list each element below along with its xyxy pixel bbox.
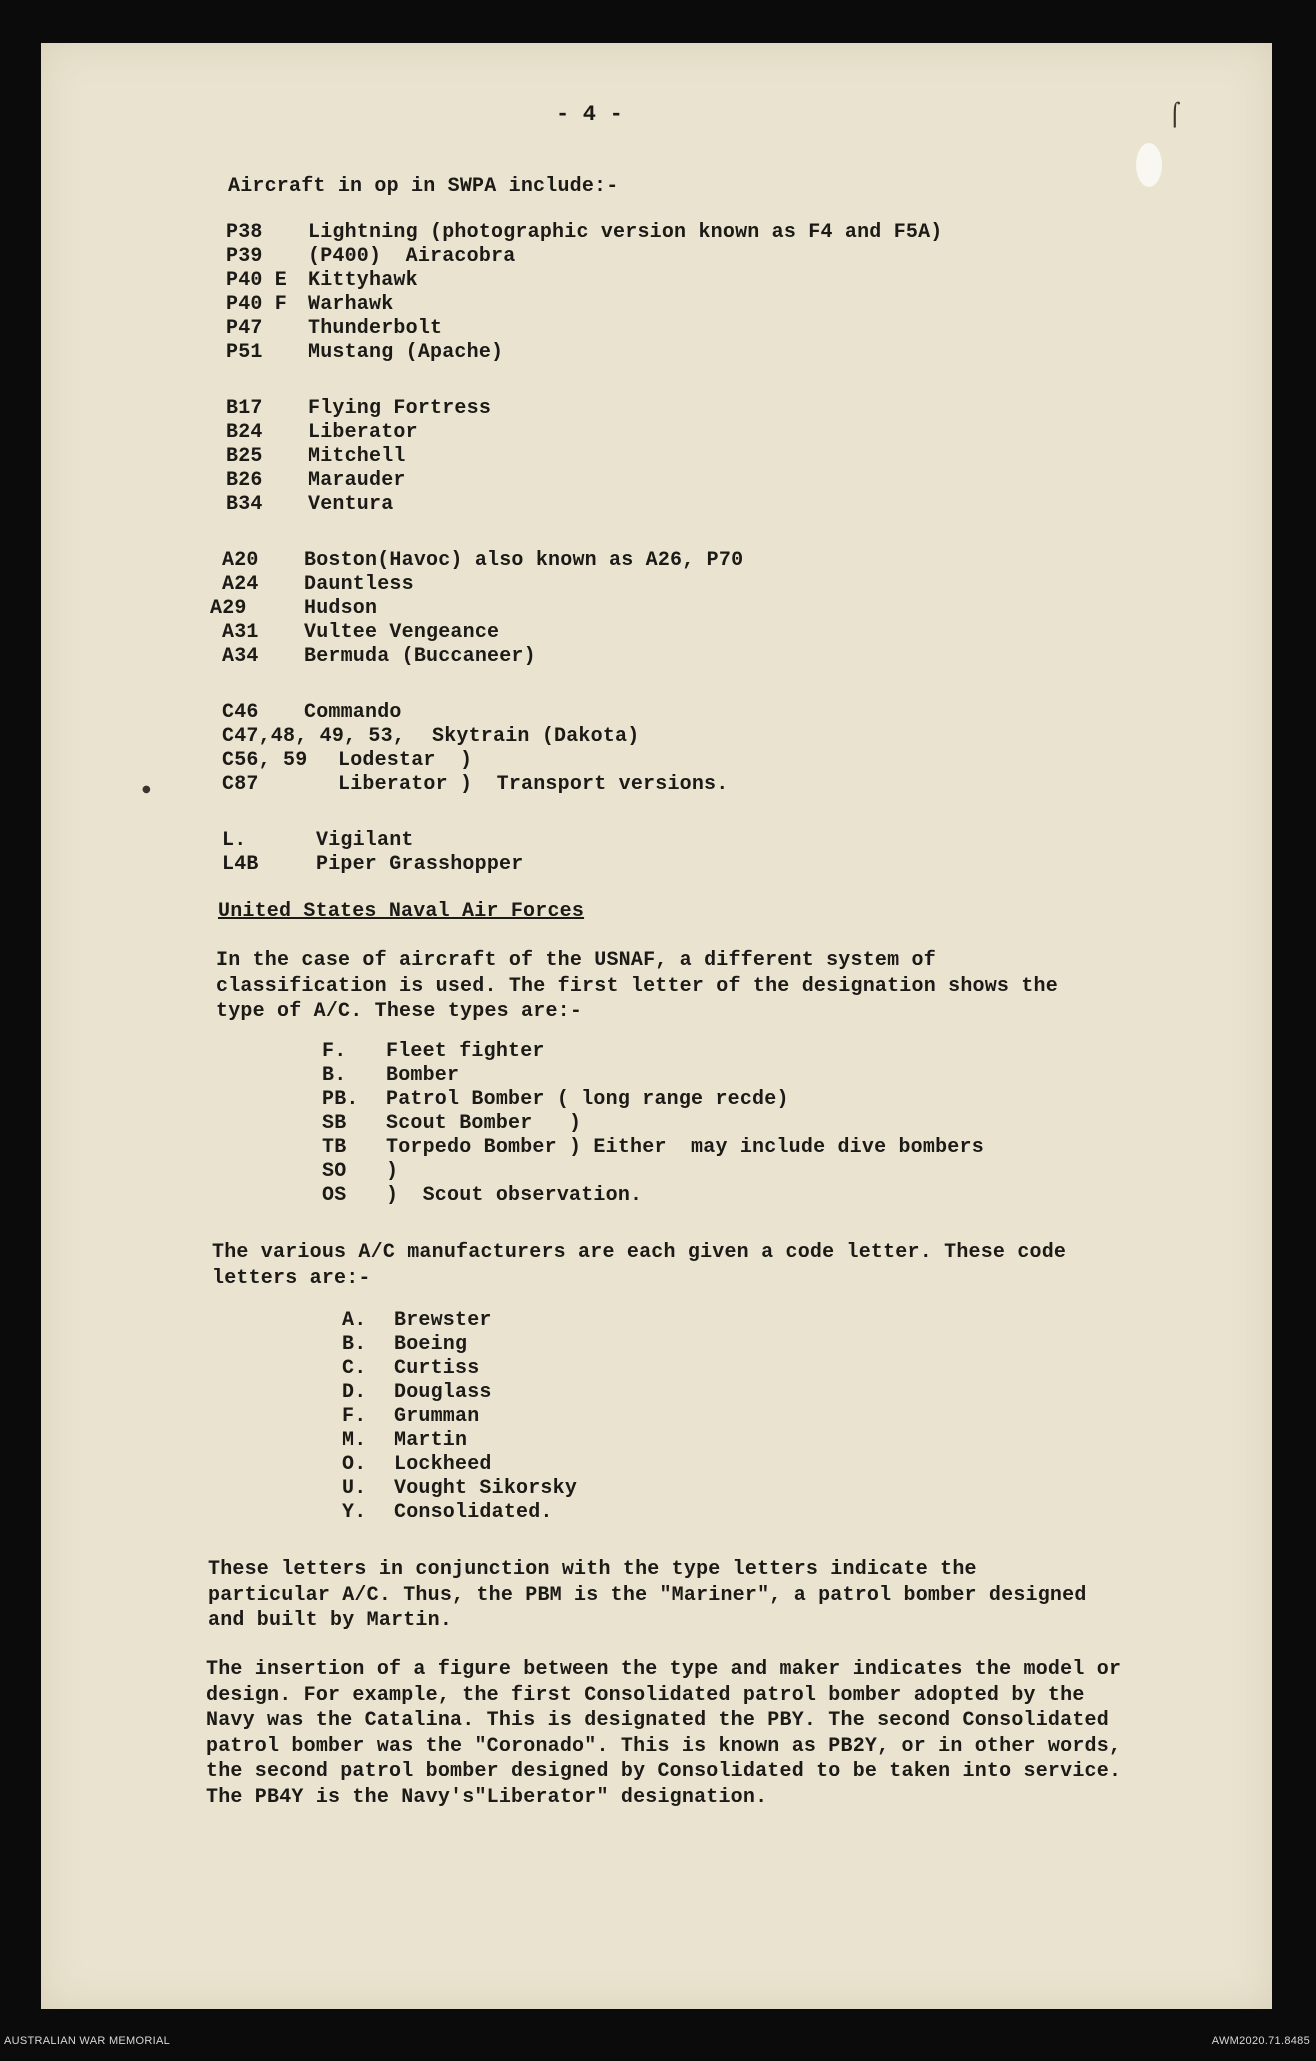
aircraft-name: Thunderbolt — [308, 317, 443, 340]
aircraft-name: Marauder — [308, 469, 406, 492]
aircraft-name: Boston(Havoc) also known as A26, P70 — [304, 549, 744, 572]
naval-intro-paragraph: In the case of aircraft of the USNAF, a different system of classification is used. The first letter of the designation shows the type of A/C. These types are:- — [216, 949, 1058, 1023]
type-name: Fleet fighter — [386, 1040, 545, 1063]
aircraft-name: Piper Grasshopper — [316, 853, 524, 876]
aircraft-code: L4B — [222, 853, 259, 876]
type-code: F. — [322, 1040, 347, 1063]
type-name: Torpedo Bomber ) Either may include dive bombers — [386, 1136, 984, 1159]
maker-name: Lockheed — [394, 1453, 492, 1476]
maker-code: U. — [342, 1477, 367, 1500]
aircraft-name: Warhawk — [308, 293, 394, 316]
aircraft-code: A24 — [222, 573, 259, 596]
maker-name: Vought Sikorsky — [394, 1477, 578, 1500]
type-code: B. — [322, 1064, 347, 1087]
aircraft-code: A20 — [222, 549, 259, 572]
aircraft-code: B25 — [226, 445, 263, 468]
aircraft-code: C46 — [222, 701, 259, 724]
aircraft-code: A31 — [222, 621, 259, 644]
type-code: TB — [322, 1136, 347, 1159]
maker-name: Brewster — [394, 1309, 492, 1332]
aircraft-code: P47 — [226, 317, 263, 340]
aircraft-code: L. — [222, 829, 247, 852]
letters-paragraph: These letters in conjunction with the type letters indicate the particular A/C. Thus, the PBM is the "Mariner", a patrol bomber designed and built by Martin. — [208, 1558, 1087, 1632]
maker-code: Y. — [342, 1501, 367, 1524]
type-name: Bomber — [386, 1064, 460, 1087]
maker-code: D. — [342, 1381, 367, 1404]
aircraft-name: Vultee Vengeance — [304, 621, 500, 644]
pencil-mark: ⌠ — [1169, 103, 1181, 128]
maker-name: Curtiss — [394, 1357, 480, 1380]
maker-name: Consolidated. — [394, 1501, 553, 1524]
aircraft-name: Skytrain (Dakota) — [432, 725, 640, 748]
aircraft-name: Bermuda (Buccaneer) — [304, 645, 536, 668]
maker-name: Grumman — [394, 1405, 480, 1428]
aircraft-code: B26 — [226, 469, 263, 492]
aircraft-code: P38 — [226, 221, 263, 244]
type-name: ) Scout observation. — [386, 1184, 643, 1207]
aircraft-name: Dauntless — [304, 573, 414, 596]
maker-name: Martin — [394, 1429, 468, 1452]
aircraft-code: C56, 59 — [222, 749, 308, 772]
type-code: SO — [322, 1160, 347, 1183]
aircraft-code: P51 — [226, 341, 263, 364]
maker-name: Boeing — [394, 1333, 468, 1356]
type-code: PB. — [322, 1088, 359, 1111]
aircraft-code: A29 — [210, 597, 247, 620]
maker-code: M. — [342, 1429, 367, 1452]
aircraft-name: (P400) Airacobra — [308, 245, 516, 268]
maker-code: A. — [342, 1309, 367, 1332]
aircraft-name: Liberator ) Transport versions. — [338, 773, 729, 796]
aircraft-name: Kittyhawk — [308, 269, 418, 292]
naval-section-heading: United States Naval Air Forces — [218, 900, 585, 923]
manufacturers-intro-paragraph: The various A/C manufacturers are each given a code letter. These code letters are:- — [212, 1241, 1067, 1290]
aircraft-name: Ventura — [308, 493, 394, 516]
maker-code: C. — [342, 1357, 367, 1380]
aircraft-code: P40 E — [226, 269, 288, 292]
paper-damage-mark — [1136, 143, 1162, 187]
document-page — [41, 43, 1272, 2009]
aircraft-name: Lightning (photographic version known as F4 and F5A) — [308, 221, 943, 244]
aircraft-code: P40 F — [226, 293, 288, 316]
aircraft-code: C47,48, 49, 53, — [222, 725, 406, 748]
archive-credit: AUSTRALIAN WAR MEMORIAL — [4, 2035, 171, 2047]
aircraft-code: B17 — [226, 397, 263, 420]
ink-dot: ● — [142, 784, 151, 795]
aircraft-intro: Aircraft in op in SWPA include:- — [228, 175, 619, 198]
aircraft-code: B34 — [226, 493, 263, 516]
aircraft-name: Hudson — [304, 597, 378, 620]
aircraft-code: B24 — [226, 421, 263, 444]
maker-code: F. — [342, 1405, 367, 1428]
aircraft-name: Lodestar ) — [338, 749, 473, 772]
maker-code: B. — [342, 1333, 367, 1356]
maker-code: O. — [342, 1453, 367, 1476]
aircraft-code: P39 — [226, 245, 263, 268]
aircraft-code: C87 — [222, 773, 259, 796]
type-code: OS — [322, 1184, 347, 1207]
aircraft-name: Vigilant — [316, 829, 414, 852]
aircraft-name: Mustang (Apache) — [308, 341, 504, 364]
type-name: ) — [386, 1160, 399, 1183]
aircraft-name: Mitchell — [308, 445, 406, 468]
insertion-paragraph: The insertion of a figure between the type and maker indicates the model or design. For example, the first Consolidated patrol bomber adopted by the Navy was the Catalina. This is designated the PBY. The second Consolidated patrol bomber was the "Coronado". This is known as PB2Y, or in other words, the second patrol bomber designed by Consolidated to be taken into service. The PB4Y is the Navy's"Liberator" designation. — [206, 1658, 1122, 1809]
aircraft-name: Liberator — [308, 421, 418, 444]
aircraft-name: Flying Fortress — [308, 397, 492, 420]
type-name: Patrol Bomber ( long range recde) — [386, 1088, 789, 1111]
type-code: SB — [322, 1112, 347, 1135]
aircraft-name: Commando — [304, 701, 402, 724]
maker-name: Douglass — [394, 1381, 492, 1404]
type-name: Scout Bomber ) — [386, 1112, 582, 1135]
archive-reference: AWM2020.71.8485 — [1211, 2035, 1310, 2047]
page-number: - 4 - — [556, 102, 624, 127]
aircraft-code: A34 — [222, 645, 259, 668]
